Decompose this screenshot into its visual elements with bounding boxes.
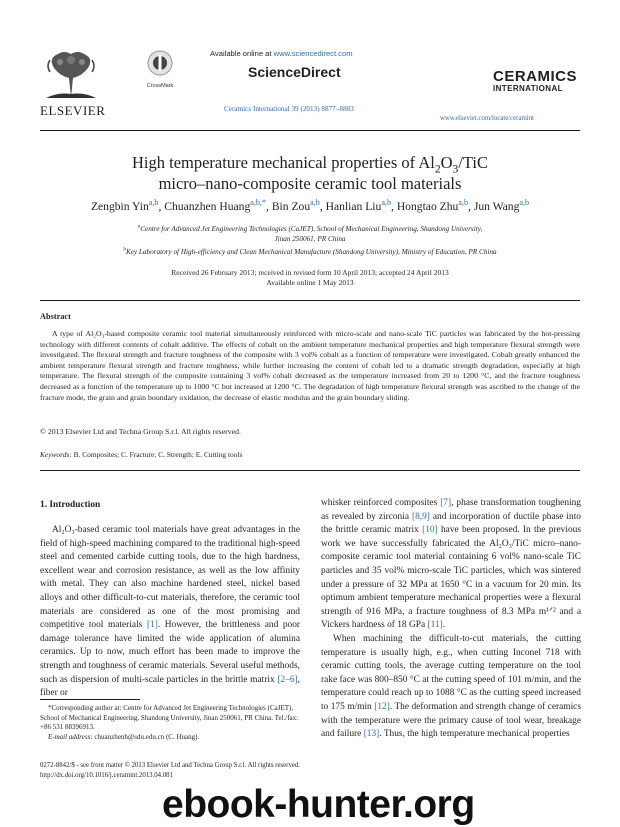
author-affiliation-marker[interactable]: a,b (519, 198, 530, 208)
author-affiliation-marker[interactable]: a,b (381, 198, 392, 208)
citation-link[interactable]: [10] (422, 525, 438, 536)
received-dates: Received 26 February 2013; received in revised form 10 April 2013; accepted 24 April 2013 (171, 268, 449, 277)
author-name[interactable]: Bin Zou (271, 200, 311, 213)
author-affiliation-marker[interactable]: a,b (310, 198, 320, 208)
keywords-label: Keywords: (40, 450, 72, 459)
journal-name-line1: CERAMICS (493, 68, 578, 85)
crossmark-label: CrossMark (146, 83, 174, 89)
header-rule (40, 130, 580, 131)
title-sub: 3 (452, 163, 459, 176)
corresponding-author-note: *Corresponding author at: Centre for Advanced Jet Engineering Technologies (CaJET), School of Mechanical Engineering, Shandong University, Jinan 250061, PR China. Tel./fax: +86 531 88396913. (40, 704, 299, 732)
affiliation-a-line2: Jinan 250061, PR China (274, 235, 346, 243)
elsevier-tree-icon (40, 48, 102, 100)
title-sub: 2 (434, 163, 441, 176)
available-online-label: Available online at (210, 49, 274, 58)
section-heading-introduction: 1. Introduction (40, 500, 101, 510)
author-name[interactable]: Jun Wang (473, 200, 520, 213)
keywords-list: B. Composites; C. Fracture; C. Strength; E. Cutting tools (71, 450, 243, 459)
abstract-top-rule (40, 300, 580, 301)
citation-link[interactable]: [7] (440, 498, 452, 508)
title-part: High temperature mechanical properties of Al (131, 153, 435, 172)
intro-paragraph-3 (321, 633, 581, 742)
email-address[interactable]: chuanzhenh@sdu.edu.cn (C. Huang). (92, 732, 200, 741)
affiliation-a-line1: Centre for Advanced Jet Engineering Technologies (CaJET), School of Mechanical Engineering, Shandong University, (140, 225, 483, 233)
publisher-name: ELSEVIER (40, 103, 106, 118)
intro-paragraph-1 (40, 524, 300, 700)
copyright: © 2013 Elsevier Ltd and Techna Group S.r.l. All rights reserved. (40, 427, 241, 436)
available-date: Available online 1 May 2013 (266, 278, 354, 287)
affiliation-b: $^b$Key Laboratory of High-efficiency and Clean Mechanical Manufacture (Shandong University), Ministry of Education, PR China (123, 247, 497, 256)
title-part: /TiC (458, 153, 488, 172)
author-name[interactable]: Hongtao Zhu (396, 200, 459, 213)
available-online (210, 49, 353, 58)
keywords (40, 450, 242, 459)
journal-logo (493, 68, 577, 93)
citation-link[interactable]: [8,9] (411, 511, 430, 522)
crossmark-icon (147, 50, 173, 78)
text-run: have been proposed. In the previous work we have successfully fabricated the Al₂O₃/TiC micro–nano-composite ceramic tool material containing 6 vol% nano-scale TiC particles and 35 vol% micro-scale TiC particles, which was sintered under a pressure of 32 MPa at 1650 °C in a vacuum for 20 min. Its optimum ambient temperature mechanical properties were a flexural strength of 916 MPa, a fracture toughness of 8.3 MPa m¹ᐟ² and a Vickers hardness of 18 GPa (321, 525, 581, 631)
footnote-rule (40, 699, 140, 700)
journal-url[interactable]: www.elsevier.com/locate/ceramint (440, 115, 534, 122)
text-run: whisker reinforced composites (321, 498, 441, 508)
article-dates (60, 268, 560, 288)
citation-link[interactable]: [12] (374, 701, 390, 712)
abstract-text: A type of Al₂O₃-based composite ceramic tool material simultaneously reinforced with micro-scale and nano-scale TiC particles was fabricated by the hot-pressing technology with different contents of cobalt additive. The effects of cobalt on the ambient temperature mechanical properties and high temperature flexural strength were investigated. The flexural strength and fracture toughness of the composite with 3 vol% cobalt as a function of temperature were investigated. Cobalt greatly enhanced the ambient temperature flexural strength and fracture toughness, while further increasing the content of cobalt led to a dramatic strength degradation, especially at high temperature. The flexural strength of the composite containing 3 vol% cobalt decreased as the temperature increased from 20 to 1200 °C, and the fracture toughness decreased as a function of the temperature up to 1000 °C but increased at 1200 °C. The degradation of high temperature flexural strength was ascribed to the change of the fracture mode, the grain and grain boundary oxidation, the decrease of elastic modulus and the grain boundary sliding. (40, 329, 580, 402)
affiliation-b-text: Key Laboratory of High-efficiency and Clean Mechanical Manufacture (Shandong University), Ministry of Education, PR China (125, 248, 497, 256)
journal-citation[interactable]: Ceramics International 39 (2013) 8877–8883 (224, 105, 354, 113)
crossmark-badge[interactable] (140, 50, 180, 89)
affiliation-a: $^a$Centre for Advanced Jet Engineering Technologies (CaJET), School of Mechanical Engineering, Shandong University, Jinan 250061, PR China (60, 224, 560, 244)
elsevier-logo (40, 48, 106, 118)
footnote (40, 704, 300, 742)
text-run: . Thus, the high temperature mechanical properties (379, 729, 570, 740)
author-affiliation-marker[interactable]: a,b,* (250, 198, 267, 208)
citation-link[interactable]: [13] (363, 729, 380, 740)
email-label: E-mail address: (48, 732, 93, 741)
text-run: Al₂O₃-based ceramic tool materials have great advantages in the field of high-speed machining compared to the traditional high-speed steel and cemented carbide cutting tools, due to the high hardness, excellent wear and corrosion resistance, as well as the low affinity with metal. They can also machine hardened steel, nickel based alloys and other difficult-to-cut materials, therefore, the ceramic tool materials are considered as one of the most promising and competitive tool materials (40, 525, 300, 631)
intro-paragraph-2 (321, 497, 581, 633)
text-run: . However, the brittleness and poor damage tolerance have limited the wide application of alumina ceramics. Up to now, much effort has been made to improve the strength and toughness of ceramic materials. Several useful methods, such as dispersion of multi-scale particles in the brittle matrix (40, 620, 300, 685)
text-run: , phase transformation toughening as revealed by zirconia (321, 498, 581, 522)
sciencedirect-brand: ScienceDirect (248, 64, 341, 80)
citation-link[interactable]: [11] (427, 620, 443, 631)
author-list: Zengbin Yin$^{a,b}$, Chuanzhen Huang$^{a,b,*}$, Bin Zou$^{a,b}$, Hanlian Liu$^{a,b}$, Hongtao Zhu$^{a,b}$, Jun Wang$^{a,b}$ (90, 198, 530, 213)
text-run: When machining the difficult-to-cut materials, the cutting temperature is usually high, e.g., when cutting Inconel 718 with ceramic cutting tools, the average cutting temperature on the tool rake face was 800–850 °C at the cutting speed of 101 m/min, and the temperature could reach up to 1088 °C as the cutting speed increased to 175 m/min (321, 633, 581, 712)
text-run: . The deformation and strength change of ceramics with the temperature were the primary cause of tool wear, breakage and failure (321, 701, 581, 740)
title-part: O (440, 153, 453, 172)
text-run: and incorporation of ductile phase into the brittle ceramic matrix (321, 511, 581, 536)
author-name[interactable]: Zengbin Yin (90, 200, 149, 213)
abstract-bottom-rule (40, 470, 580, 471)
author-name[interactable]: Hanlian Liu (325, 200, 382, 213)
author-affiliation-marker[interactable]: a,b (148, 198, 159, 208)
article-title (40, 152, 580, 194)
author-name[interactable]: Chuanzhen Huang (164, 200, 251, 213)
journal-name-line2: INTERNATIONAL (493, 84, 563, 93)
author-affiliation-marker[interactable]: a,b (458, 198, 469, 208)
watermark: ebook-hunter.org (162, 783, 475, 826)
right-column (321, 497, 581, 749)
text-run: . (442, 620, 446, 631)
doi-link[interactable]: http://dx.doi.org/10.1016/j.ceramint.2013.04.081 (40, 771, 173, 779)
sciencedirect-link[interactable]: www.sciencedirect.com (273, 49, 353, 58)
citation-link[interactable]: [2–6] (277, 674, 298, 685)
front-matter (40, 761, 300, 780)
text-run: , fiber or (40, 674, 300, 699)
abstract-heading: Abstract (40, 312, 71, 321)
citation-link[interactable]: [1] (146, 620, 158, 631)
front-matter-line: 0272-8842/$ - see front matter © 2013 Elsevier Ltd and Techna Group S.r.l. All rights reserved. (40, 762, 300, 769)
title-line2: micro–nano-composite ceramic tool materials (158, 174, 462, 193)
left-column (40, 524, 300, 700)
